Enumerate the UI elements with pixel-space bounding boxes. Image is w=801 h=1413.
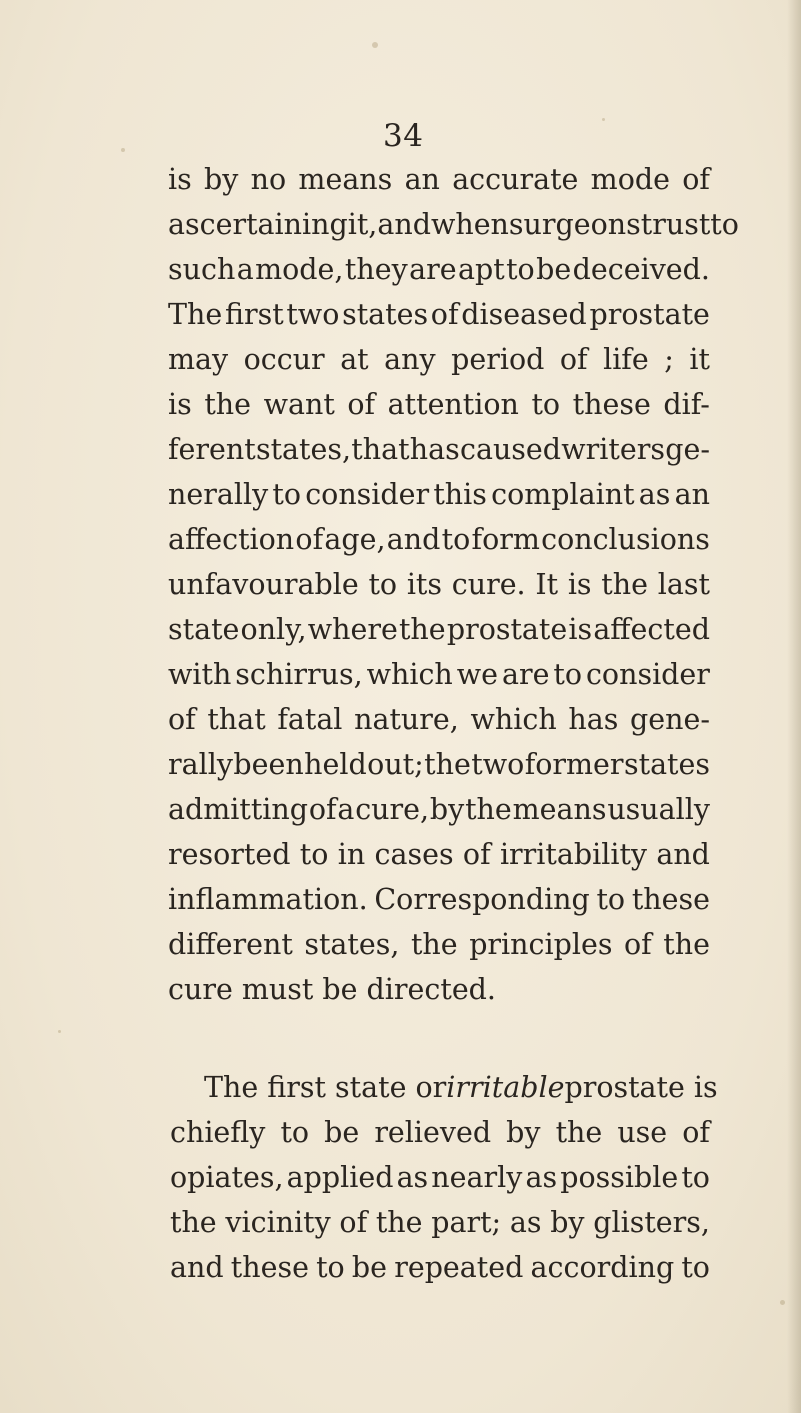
text-line bbox=[168, 427, 710, 473]
word: is bbox=[567, 568, 592, 601]
word: to bbox=[681, 1161, 710, 1194]
word: as bbox=[525, 1161, 558, 1194]
word: consider bbox=[305, 478, 430, 511]
word: chiefly bbox=[170, 1116, 266, 1149]
word: form bbox=[471, 523, 540, 556]
word: it, bbox=[347, 208, 378, 241]
word: trust bbox=[640, 208, 711, 241]
word: prostate bbox=[446, 613, 568, 646]
word: of bbox=[682, 1116, 710, 1149]
word: of bbox=[295, 523, 324, 556]
word: caused bbox=[459, 433, 562, 466]
paper-speck bbox=[602, 118, 605, 121]
word: gene- bbox=[630, 703, 710, 736]
word: these bbox=[572, 388, 651, 421]
text-line bbox=[168, 202, 739, 248]
text-line bbox=[170, 1155, 710, 1201]
word: to bbox=[710, 208, 739, 241]
paper-speck bbox=[58, 1030, 61, 1033]
word: cure, bbox=[355, 793, 430, 826]
word: deceived. bbox=[572, 253, 710, 286]
word: such bbox=[168, 253, 236, 286]
paper-speck bbox=[121, 148, 125, 152]
word: life bbox=[603, 343, 649, 376]
word: to bbox=[531, 388, 561, 421]
word: be bbox=[351, 1251, 388, 1284]
word: as bbox=[509, 1206, 542, 1239]
word: of bbox=[559, 343, 588, 376]
word: prostate bbox=[589, 298, 710, 331]
word: age, bbox=[324, 523, 386, 556]
text-line bbox=[170, 1200, 710, 1246]
word: as bbox=[396, 1161, 429, 1194]
word: is bbox=[168, 163, 192, 196]
text-line bbox=[168, 832, 710, 878]
text-line bbox=[168, 562, 710, 608]
word: in bbox=[337, 838, 366, 871]
word: of bbox=[339, 1206, 368, 1239]
word: relieved bbox=[374, 1116, 492, 1149]
page-number: 34 bbox=[383, 118, 424, 154]
word: they bbox=[344, 253, 408, 286]
word: may bbox=[168, 343, 229, 376]
word: the bbox=[424, 748, 471, 781]
word: vicinity bbox=[225, 1206, 331, 1239]
word: cases bbox=[374, 838, 454, 871]
word: The bbox=[168, 298, 223, 331]
text-line bbox=[168, 922, 710, 968]
word: applied bbox=[286, 1161, 394, 1194]
word: dif- bbox=[663, 388, 710, 421]
word: to bbox=[441, 523, 471, 556]
word: the bbox=[601, 568, 648, 601]
word: surgeons bbox=[508, 208, 641, 241]
word: complaint bbox=[491, 478, 635, 511]
word: affected bbox=[593, 613, 710, 646]
word: occur bbox=[243, 343, 325, 376]
word: to bbox=[280, 1116, 310, 1149]
text-line bbox=[170, 1110, 710, 1156]
word: states, bbox=[304, 928, 400, 961]
word: attention bbox=[387, 388, 519, 421]
word: different bbox=[168, 928, 293, 961]
text-line bbox=[168, 157, 710, 203]
word: of bbox=[347, 388, 376, 421]
word: repeated bbox=[394, 1251, 524, 1284]
text-line bbox=[168, 517, 710, 563]
word: states bbox=[623, 748, 710, 781]
text-line-opening bbox=[204, 1065, 718, 1111]
text-line bbox=[170, 1245, 710, 1291]
text-line bbox=[168, 697, 710, 743]
word: by bbox=[550, 1206, 585, 1239]
word: has bbox=[409, 433, 460, 466]
text-line bbox=[168, 337, 710, 383]
word: ascertaining bbox=[168, 208, 348, 241]
word: of bbox=[462, 838, 491, 871]
word: to bbox=[368, 568, 398, 601]
word: the bbox=[398, 613, 446, 646]
word: that bbox=[207, 703, 266, 736]
word: to bbox=[299, 838, 329, 871]
word: conclusions bbox=[541, 523, 710, 556]
word: means bbox=[298, 163, 393, 196]
word: use bbox=[617, 1116, 668, 1149]
word: means bbox=[512, 793, 607, 826]
word: no bbox=[250, 163, 287, 196]
word: of bbox=[682, 163, 710, 196]
word: to bbox=[316, 1251, 345, 1284]
word: states bbox=[342, 298, 429, 331]
word: and bbox=[377, 208, 431, 241]
word: schirrus, bbox=[235, 658, 363, 691]
word: is bbox=[168, 388, 192, 421]
word: any bbox=[384, 343, 436, 376]
italic-term: irritable bbox=[446, 1071, 565, 1104]
text-line bbox=[168, 382, 710, 428]
word: irritability bbox=[499, 838, 648, 871]
word: glisters, bbox=[593, 1206, 710, 1239]
word: are bbox=[501, 658, 550, 691]
word: of bbox=[430, 298, 459, 331]
word: the bbox=[663, 928, 710, 961]
word: apt bbox=[457, 253, 505, 286]
text-line bbox=[168, 787, 710, 833]
word: which bbox=[366, 658, 453, 691]
word: the bbox=[410, 928, 458, 961]
word: has bbox=[568, 703, 619, 736]
word: first bbox=[224, 298, 284, 331]
word: cure. bbox=[451, 568, 526, 601]
word: unfavourable bbox=[168, 568, 359, 601]
word: fatal bbox=[277, 703, 343, 736]
word: by bbox=[429, 793, 465, 826]
word: mode bbox=[590, 163, 670, 196]
word: which bbox=[470, 703, 557, 736]
text-line bbox=[168, 652, 710, 698]
word: mode, bbox=[255, 253, 344, 286]
word: last bbox=[657, 568, 710, 601]
word: is bbox=[568, 613, 593, 646]
text-line bbox=[168, 877, 710, 923]
word: ge- bbox=[665, 433, 710, 466]
word: usually bbox=[607, 793, 710, 826]
word: and bbox=[656, 838, 710, 871]
word: been bbox=[233, 748, 304, 781]
word: nature, bbox=[354, 703, 459, 736]
text-line-last: cure must be directed. bbox=[168, 973, 496, 1006]
word: to bbox=[553, 658, 583, 691]
text-after-italic: prostate is bbox=[564, 1071, 718, 1104]
word: to bbox=[596, 883, 626, 916]
word: this bbox=[433, 478, 487, 511]
word: resorted bbox=[168, 838, 291, 871]
word: held bbox=[304, 748, 367, 781]
word: of bbox=[168, 703, 196, 736]
word: at bbox=[340, 343, 369, 376]
word: to bbox=[272, 478, 301, 511]
page-edge-shadow bbox=[787, 0, 801, 1413]
word: to bbox=[506, 253, 535, 286]
word: that bbox=[351, 433, 410, 466]
word: rally bbox=[168, 748, 233, 781]
text-line bbox=[168, 607, 710, 653]
text-line bbox=[168, 247, 710, 293]
word: to bbox=[681, 1251, 710, 1284]
word: two bbox=[286, 298, 340, 331]
word: states, bbox=[255, 433, 352, 466]
word: the bbox=[555, 1116, 603, 1149]
word: we bbox=[456, 658, 498, 691]
word: out; bbox=[367, 748, 424, 781]
word: of bbox=[308, 793, 337, 826]
word: consider bbox=[585, 658, 710, 691]
word: part; bbox=[431, 1206, 502, 1239]
word: want bbox=[263, 388, 335, 421]
word: of bbox=[624, 928, 652, 961]
word: are bbox=[409, 253, 457, 286]
paper-speck bbox=[372, 42, 378, 48]
word: diseased bbox=[461, 298, 587, 331]
word: it bbox=[689, 343, 710, 376]
word: nerally bbox=[168, 478, 269, 511]
word: nearly bbox=[431, 1161, 523, 1194]
word: these bbox=[230, 1251, 309, 1284]
word: ; bbox=[664, 343, 674, 376]
word: by bbox=[506, 1116, 541, 1149]
word: where bbox=[307, 613, 398, 646]
text-before-italic: The first state or bbox=[204, 1071, 447, 1104]
word: the bbox=[465, 793, 512, 826]
word: be bbox=[324, 1116, 360, 1149]
word: period bbox=[451, 343, 545, 376]
word: by bbox=[204, 163, 239, 196]
word: as bbox=[638, 478, 671, 511]
word: these bbox=[631, 883, 710, 916]
word: the bbox=[375, 1206, 423, 1239]
text-line bbox=[168, 472, 710, 518]
word: principles bbox=[469, 928, 613, 961]
word: the bbox=[170, 1206, 217, 1239]
word: writers bbox=[561, 433, 665, 466]
word: according bbox=[530, 1251, 675, 1284]
word: possible bbox=[560, 1161, 679, 1194]
word: state bbox=[168, 613, 240, 646]
word: and bbox=[170, 1251, 224, 1284]
word: when bbox=[430, 208, 509, 241]
word: accurate bbox=[452, 163, 579, 196]
text-line bbox=[168, 742, 710, 788]
word: opiates, bbox=[170, 1161, 284, 1194]
word: inflammation. bbox=[168, 883, 368, 916]
word: It bbox=[535, 568, 559, 601]
word: its bbox=[406, 568, 443, 601]
word: ferent bbox=[168, 433, 256, 466]
word: Corresponding bbox=[374, 883, 590, 916]
word: affection bbox=[168, 523, 295, 556]
word: an bbox=[674, 478, 710, 511]
word: only, bbox=[240, 613, 307, 646]
paper-speck bbox=[780, 1300, 785, 1305]
word: a bbox=[236, 253, 254, 286]
word: an bbox=[404, 163, 440, 196]
word: admitting bbox=[168, 793, 308, 826]
text-line bbox=[168, 292, 710, 338]
word: former bbox=[524, 748, 624, 781]
word: a bbox=[337, 793, 355, 826]
word: the bbox=[204, 388, 252, 421]
word: and bbox=[386, 523, 441, 556]
word: be bbox=[536, 253, 572, 286]
word: two bbox=[471, 748, 525, 781]
word: with bbox=[168, 658, 232, 691]
